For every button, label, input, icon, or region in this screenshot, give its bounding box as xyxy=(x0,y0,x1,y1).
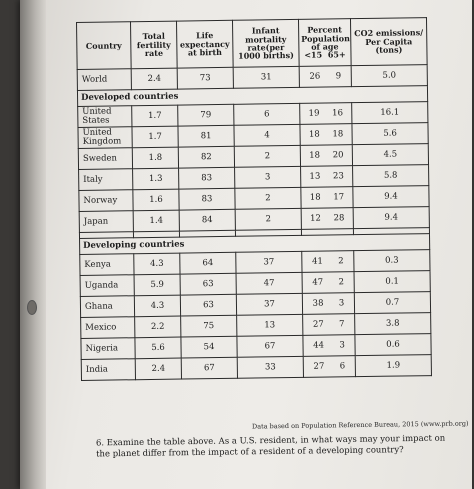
cell-fertility: 5.9 xyxy=(134,274,180,296)
cell-co2: 9.4 xyxy=(353,207,429,229)
cell-life-expectancy: 75 xyxy=(181,315,237,337)
binder-hole xyxy=(27,300,37,315)
cell-under-15: 19 xyxy=(308,108,320,119)
cell-over-65: 20 xyxy=(332,149,344,160)
cell-under-15: 38 xyxy=(312,298,324,309)
developed-countries-label: Developed countries xyxy=(77,86,427,107)
cell-percent-population xyxy=(302,293,354,315)
cell-life-expectancy: 84 xyxy=(179,209,235,231)
cell-fertility: 2.4 xyxy=(135,358,181,380)
cell-co2: 16.1 xyxy=(352,102,428,124)
cell-under-15: 44 xyxy=(313,340,325,351)
cell-co2: 0.6 xyxy=(355,334,431,356)
cell-under-15: 41 xyxy=(311,256,323,267)
cell-over-65: 23 xyxy=(332,170,344,181)
cell-country: United Kingdom xyxy=(78,127,132,149)
header-row xyxy=(77,18,428,70)
cell-co2: 4.5 xyxy=(352,144,428,166)
cell-over-65: 28 xyxy=(333,212,345,223)
cell-under-15: 18 xyxy=(308,129,320,140)
cell-infant-mortality: 37 xyxy=(236,293,302,315)
cell-fertility: 2.2 xyxy=(135,316,181,338)
cell-fertility: 1.7 xyxy=(132,126,178,148)
binder-spine xyxy=(20,0,46,489)
cell-percent-population xyxy=(301,187,353,209)
cell-fertility: 5.6 xyxy=(135,337,181,359)
cell-life-expectancy: 82 xyxy=(178,146,234,168)
cell-fertility: 1.4 xyxy=(133,210,179,232)
cell-over-65: 9 xyxy=(335,70,342,81)
header-life-expectancy: Life expectancy at birth xyxy=(176,20,233,68)
cell-over-65: 17 xyxy=(333,191,345,202)
cell-under-15: 27 xyxy=(312,319,324,330)
cell-life-expectancy: 83 xyxy=(179,167,235,189)
cell-infant-mortality: 2 xyxy=(235,208,301,230)
population-data-table xyxy=(76,17,432,381)
cell-over-65: 6 xyxy=(339,360,346,371)
cell-over-65: 2 xyxy=(338,276,345,287)
worksheet-page xyxy=(20,0,472,489)
cell-over-65: 3 xyxy=(339,339,345,350)
cell-infant-mortality: 6 xyxy=(234,103,300,125)
cell-co2: 5.0 xyxy=(351,65,427,87)
header-co2: CO2 emissions/ Per Capita (tons) xyxy=(350,18,427,66)
cell-infant-mortality: 31 xyxy=(233,66,299,88)
cell-country: Italy xyxy=(79,169,133,191)
cell-co2: 5.8 xyxy=(353,165,429,187)
cell-percent-population xyxy=(300,103,352,125)
cell-over-65: 3 xyxy=(338,297,345,308)
cell-percent-population xyxy=(299,66,351,88)
cell-co2: 5.6 xyxy=(352,123,428,145)
cell-country: Sweden xyxy=(78,148,132,170)
header-country: Country xyxy=(77,22,132,70)
cell-fertility: 1.3 xyxy=(133,168,179,190)
header-under-15: <15 xyxy=(304,49,323,61)
cell-co2: 9.4 xyxy=(353,186,429,208)
cell-country: India xyxy=(81,359,135,381)
header-percent-label: Percent Population of age xyxy=(301,24,350,52)
cell-country: World xyxy=(77,69,131,91)
header-percent-population xyxy=(298,19,351,67)
cell-country: Japan xyxy=(79,211,133,233)
header-over-65: 65+ xyxy=(327,49,346,60)
cell-percent-population xyxy=(300,145,352,167)
cell-over-65: 16 xyxy=(332,107,344,118)
cell-life-expectancy: 63 xyxy=(180,273,236,295)
cell-co2: 1.9 xyxy=(355,355,431,377)
cell-fertility: 1.8 xyxy=(132,147,178,169)
cell-percent-population xyxy=(300,124,352,146)
developing-countries-label: Developing countries xyxy=(80,234,430,255)
cell-infant-mortality: 3 xyxy=(235,166,301,188)
cell-under-15: 18 xyxy=(309,150,321,161)
cell-life-expectancy: 54 xyxy=(181,336,237,358)
cell-percent-population xyxy=(303,335,355,357)
cell-infant-mortality: 2 xyxy=(234,145,300,167)
cell-life-expectancy: 64 xyxy=(180,252,236,274)
cell-fertility: 4.3 xyxy=(134,295,180,317)
cell-percent-population xyxy=(302,251,354,273)
cell-country: Nigeria xyxy=(81,338,135,360)
cell-infant-mortality: 2 xyxy=(235,187,301,209)
cell-under-15: 27 xyxy=(313,361,325,372)
cell-infant-mortality: 47 xyxy=(236,272,302,294)
cell-under-15: 47 xyxy=(312,277,324,288)
cell-fertility: 4.3 xyxy=(134,253,180,275)
cell-life-expectancy: 67 xyxy=(181,357,237,379)
header-infant-mortality: Infant mortality rate(per 1000 births) xyxy=(232,19,299,67)
cell-infant-mortality: 37 xyxy=(236,251,302,273)
cell-percent-population xyxy=(303,314,355,336)
table-row xyxy=(81,355,431,381)
cell-fertility: 1.7 xyxy=(132,105,178,127)
cell-life-expectancy: 63 xyxy=(180,294,236,316)
cell-under-15: 26 xyxy=(309,71,321,82)
cell-infant-mortality: 4 xyxy=(234,124,300,146)
cell-country: Ghana xyxy=(80,296,134,318)
cell-over-65: 2 xyxy=(338,255,344,266)
source-note: Data based on Population Reference Bureau, 2015 (www.prb.org) xyxy=(251,419,469,431)
cell-country: Kenya xyxy=(80,254,134,276)
cell-life-expectancy: 81 xyxy=(178,125,234,147)
question-6: 6. Examine the table above. As a U.S. resident, in what ways may your impact on the planet differ from the impact of a resident of a developing country? xyxy=(95,433,446,460)
cell-co2: 3.8 xyxy=(355,313,431,335)
cell-co2: 0.7 xyxy=(354,292,430,314)
cell-fertility: 1.6 xyxy=(133,189,179,211)
cell-under-15: 18 xyxy=(309,192,321,203)
cell-percent-population xyxy=(301,208,353,230)
cell-country: Mexico xyxy=(81,317,135,339)
cell-country: Norway xyxy=(79,190,133,212)
cell-life-expectancy: 83 xyxy=(179,188,235,210)
cell-life-expectancy: 73 xyxy=(177,67,233,89)
cell-percent-population xyxy=(303,356,355,378)
cell-co2: 0.1 xyxy=(354,271,430,293)
cell-country: Uganda xyxy=(80,275,134,297)
cell-infant-mortality: 67 xyxy=(237,335,303,357)
cell-life-expectancy: 79 xyxy=(178,104,234,126)
cell-infant-mortality: 13 xyxy=(237,314,303,336)
header-fertility: Total fertility rate xyxy=(131,21,178,69)
cell-under-15: 13 xyxy=(309,171,321,182)
cell-over-65: 7 xyxy=(339,318,345,329)
cell-fertility: 2.4 xyxy=(131,68,177,90)
cell-country: United States xyxy=(78,106,132,128)
cell-over-65: 18 xyxy=(332,128,344,139)
cell-co2: 0.3 xyxy=(354,250,430,272)
cell-percent-population xyxy=(301,166,353,188)
cell-percent-population xyxy=(302,272,354,294)
cell-under-15: 12 xyxy=(310,213,321,224)
cell-infant-mortality: 33 xyxy=(237,356,303,378)
